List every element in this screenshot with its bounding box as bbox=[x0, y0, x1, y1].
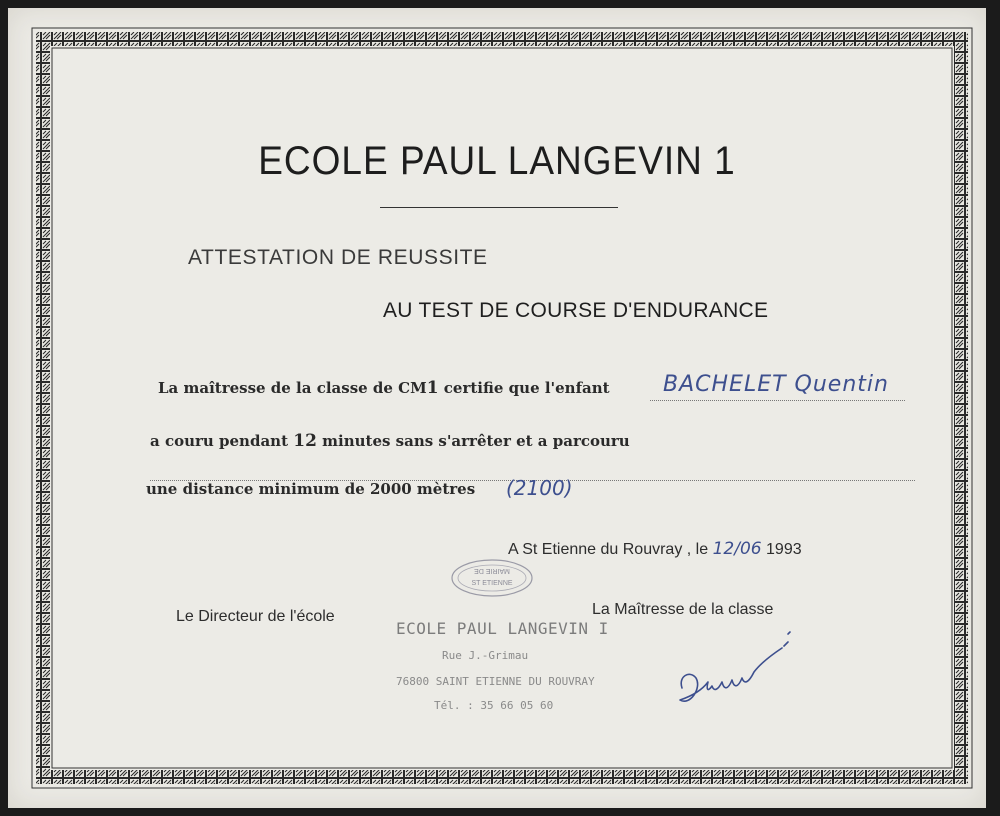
line2-prefix: a couru pendant bbox=[150, 432, 288, 450]
oval-stamp-bottom: ST ETIENNE bbox=[471, 580, 513, 587]
place-date-line bbox=[508, 539, 802, 559]
year-text: 1993 bbox=[766, 541, 802, 558]
distance-handwritten: (2100) bbox=[506, 476, 573, 500]
certification-line-3: une distance minimum de 2000 mètres bbox=[146, 480, 476, 498]
oval-stamp-outline bbox=[450, 558, 534, 598]
teacher-label: La Maîtresse de la classe bbox=[592, 601, 774, 618]
test-subheading: AU TEST DE COURSE D'ENDURANCE bbox=[383, 299, 769, 322]
oval-stamp bbox=[450, 558, 534, 598]
decorative-border bbox=[8, 8, 986, 808]
oval-stamp-top: MAIRIE DE bbox=[474, 567, 510, 574]
name-fill-line bbox=[650, 400, 905, 401]
place-text: A St Etienne du Rouvray , le bbox=[508, 541, 709, 558]
line1-prefix: La maîtresse de la classe de CM bbox=[158, 379, 427, 397]
stamp-school-name: ECOLE PAUL LANGEVIN I bbox=[396, 619, 609, 638]
stamp-phone: Tél. : 35 66 05 60 bbox=[434, 699, 554, 712]
date-handwritten: 12/06 bbox=[712, 539, 762, 559]
certificate-paper bbox=[8, 8, 986, 808]
director-label: Le Directeur de l'école bbox=[176, 608, 335, 625]
school-title: ECOLE PAUL LANGEVIN 1 bbox=[258, 138, 736, 183]
line1-suffix: certifie que l'enfant bbox=[443, 379, 610, 397]
certification-line-2 bbox=[150, 431, 630, 451]
stamp-city: 76800 SAINT ETIENNE DU ROUVRAY bbox=[396, 675, 595, 688]
class-number: 1 bbox=[426, 378, 439, 398]
minutes-value: 12 bbox=[293, 431, 317, 451]
certification-line-1 bbox=[158, 378, 610, 398]
student-name: BACHELET Quentin bbox=[663, 372, 889, 397]
line2-suffix: minutes sans s'arrêter et a parcouru bbox=[322, 432, 630, 450]
attestation-heading: ATTESTATION DE REUSSITE bbox=[188, 246, 488, 269]
title-underline bbox=[380, 207, 618, 208]
stamp-street: Rue J.-Grimau bbox=[442, 649, 529, 662]
teacher-signature bbox=[672, 626, 812, 716]
